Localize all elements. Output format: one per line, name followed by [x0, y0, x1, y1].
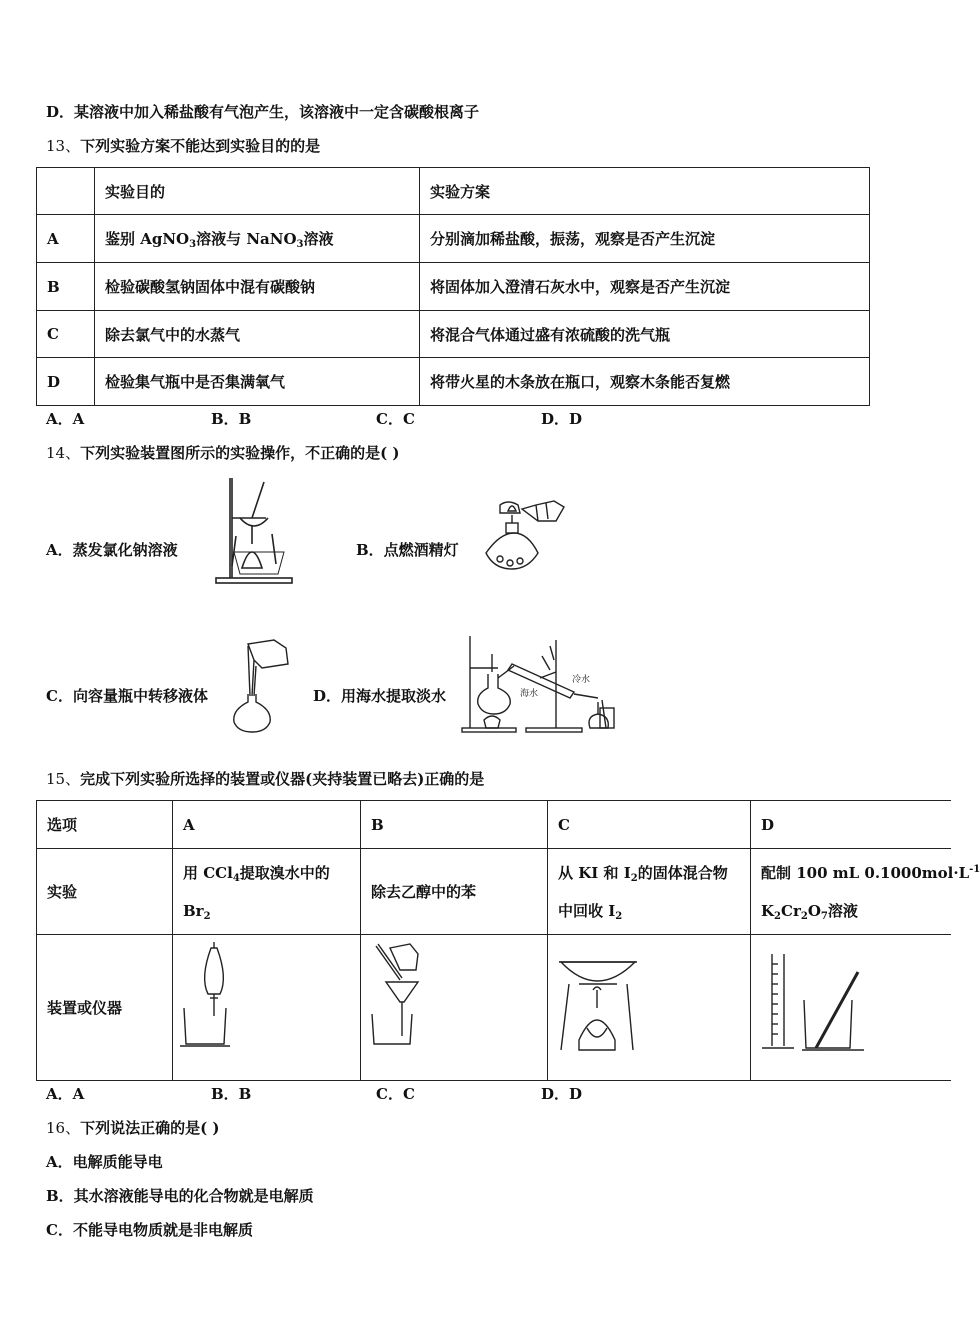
q15-choice-a[interactable]: A．A	[46, 1085, 85, 1103]
q13-row-purpose: 检验碳酸氢钠固体中混有碳酸钠	[95, 263, 420, 311]
q16-option-c[interactable]: C．不能导电物质就是非电解质	[46, 1221, 253, 1239]
q15-choice-c[interactable]: C．C	[376, 1085, 415, 1103]
q13-row-label: B	[37, 263, 95, 311]
q15-header-d: D	[751, 801, 951, 849]
alcohol-lamp-image	[478, 497, 568, 575]
q13-header-purpose: 实验目的	[95, 168, 420, 215]
q13-purpose-a-part1: 鉴别 AgNO	[105, 230, 190, 248]
q13-sub: 3	[296, 239, 304, 250]
sublimation-apparatus-image	[557, 956, 639, 1052]
q16-option-b[interactable]: B．其水溶液能导电的化合物就是电解质	[46, 1187, 314, 1205]
table-row	[37, 801, 951, 849]
q15-exp-c-part1: 从 KI 和 I	[558, 863, 631, 882]
q15-sub: 4	[232, 872, 240, 884]
q15-exp-d	[751, 849, 980, 935]
q14-option-b[interactable]: B．点燃酒精灯	[356, 541, 459, 559]
coldwater-label: 冷水	[572, 675, 591, 685]
q13-header-plan: 实验方案	[420, 168, 870, 215]
q15-exp-a	[173, 849, 361, 935]
q13-choice-c[interactable]: C．C	[376, 410, 415, 428]
q16-option-a[interactable]: A．电解质能导电	[46, 1153, 163, 1171]
q15-exp-a-part3: Br	[183, 901, 204, 920]
q13-purpose-a-part3: 溶液	[303, 230, 334, 248]
q15-stem	[46, 769, 484, 789]
q15-exp-d-part1: 配制 100 mL 0.1000mol·L	[761, 863, 970, 882]
table-row	[37, 263, 870, 311]
q14-number: 14、	[46, 444, 81, 462]
table-row	[37, 311, 870, 358]
q15-header-a: A	[173, 801, 361, 849]
q13-row-plan: 分别滴加稀盐酸，振荡，观察是否产生沉淀	[420, 215, 870, 263]
q16-stem	[46, 1118, 220, 1138]
q13-sub: 3	[189, 239, 197, 250]
table-row	[37, 358, 870, 406]
q15-exp-d-solution: 溶液	[827, 901, 858, 920]
q14-option-c[interactable]: C．向容量瓶中转移液体	[46, 687, 208, 705]
q13-row-purpose	[95, 215, 420, 263]
q15-row-device-label: 装置或仪器	[37, 935, 173, 1081]
q15-stem-text: 完成下列实验所选择的装置或仪器(夹持装置已略去)正确的是	[80, 770, 485, 788]
q13-table	[36, 167, 870, 406]
q13-row-purpose: 除去氯气中的水蒸气	[95, 311, 420, 358]
q15-exp-d-k: K	[761, 901, 775, 920]
q14-stem-text: 下列实验装置图所示的实验操作，不正确的是( )	[80, 444, 400, 462]
table-row	[37, 849, 951, 935]
evaporation-apparatus-image	[212, 474, 298, 586]
q16-stem-text: 下列说法正确的是( )	[80, 1119, 220, 1137]
q15-exp-c	[548, 849, 751, 935]
table-row	[37, 168, 870, 215]
distillation-apparatus-image	[458, 632, 630, 734]
q13-header-blank	[37, 168, 95, 215]
q15-exp-c-part2: 的固体混合物	[637, 863, 728, 882]
q16-number: 16、	[46, 1119, 81, 1137]
q13-choice-b[interactable]: B．B	[211, 410, 252, 428]
q13-number: 13、	[46, 137, 81, 155]
q15-header-option: 选项	[37, 801, 173, 849]
q15-exp-a-part1: 用 CCl	[183, 863, 233, 882]
q15-header-b: B	[361, 801, 548, 849]
q15-sub: 2	[774, 910, 782, 922]
q12-option-d: D．某溶液中加入稀盐酸有气泡产生，该溶液中一定含碳酸根离子	[46, 103, 480, 121]
seawater-label: 海水	[520, 689, 539, 699]
q15-sub: 2	[800, 910, 808, 922]
q15-sub: 2	[615, 910, 623, 922]
graduated-cylinder-beaker-image	[758, 950, 868, 1054]
q15-exp-d-o: O	[807, 901, 821, 920]
q15-choice-b[interactable]: B．B	[211, 1085, 252, 1103]
q15-sub: 2	[630, 872, 638, 884]
q15-header-c: C	[548, 801, 751, 849]
q15-exp-b: 除去乙醇中的苯	[361, 849, 548, 935]
q15-sup: -1	[969, 863, 980, 875]
q15-sub: 2	[203, 910, 211, 922]
q15-exp-a-part2: 提取溴水中的	[239, 863, 330, 882]
q13-row-purpose: 检验集气瓶中是否集满氧气	[95, 358, 420, 406]
q13-row-label: A	[37, 215, 95, 263]
filtration-funnel-image	[370, 940, 430, 1048]
q14-option-a[interactable]: A．蒸发氯化钠溶液	[46, 541, 178, 559]
q15-choice-d[interactable]: D．D	[541, 1085, 583, 1103]
q13-row-label: D	[37, 358, 95, 406]
table-row	[37, 215, 870, 263]
separatory-funnel-image	[178, 938, 242, 1050]
q14-stem	[46, 443, 400, 463]
q15-exp-c-part3: 中回收 I	[558, 901, 616, 920]
q13-row-plan: 将固体加入澄清石灰水中，观察是否产生沉淀	[420, 263, 870, 311]
q13-row-label: C	[37, 311, 95, 358]
q13-row-plan: 将带火星的木条放在瓶口，观察木条能否复燃	[420, 358, 870, 406]
q15-exp-d-cr: Cr	[781, 901, 801, 920]
q14-option-d[interactable]: D．用海水提取淡水	[313, 687, 447, 705]
q13-row-plan: 将混合气体通过盛有浓硫酸的洗气瓶	[420, 311, 870, 358]
q15-row-experiment-label: 实验	[37, 849, 173, 935]
volumetric-flask-image	[228, 636, 298, 734]
q13-choice-d[interactable]: D．D	[541, 410, 583, 428]
q15-sub: 7	[820, 910, 828, 922]
q13-purpose-a-part2: 溶液与 NaNO	[196, 230, 297, 248]
q15-number: 15、	[46, 770, 81, 788]
q13-stem-text: 下列实验方案不能达到实验目的的是	[80, 137, 321, 155]
q13-choice-a[interactable]: A．A	[46, 410, 85, 428]
q13-stem	[46, 136, 320, 156]
